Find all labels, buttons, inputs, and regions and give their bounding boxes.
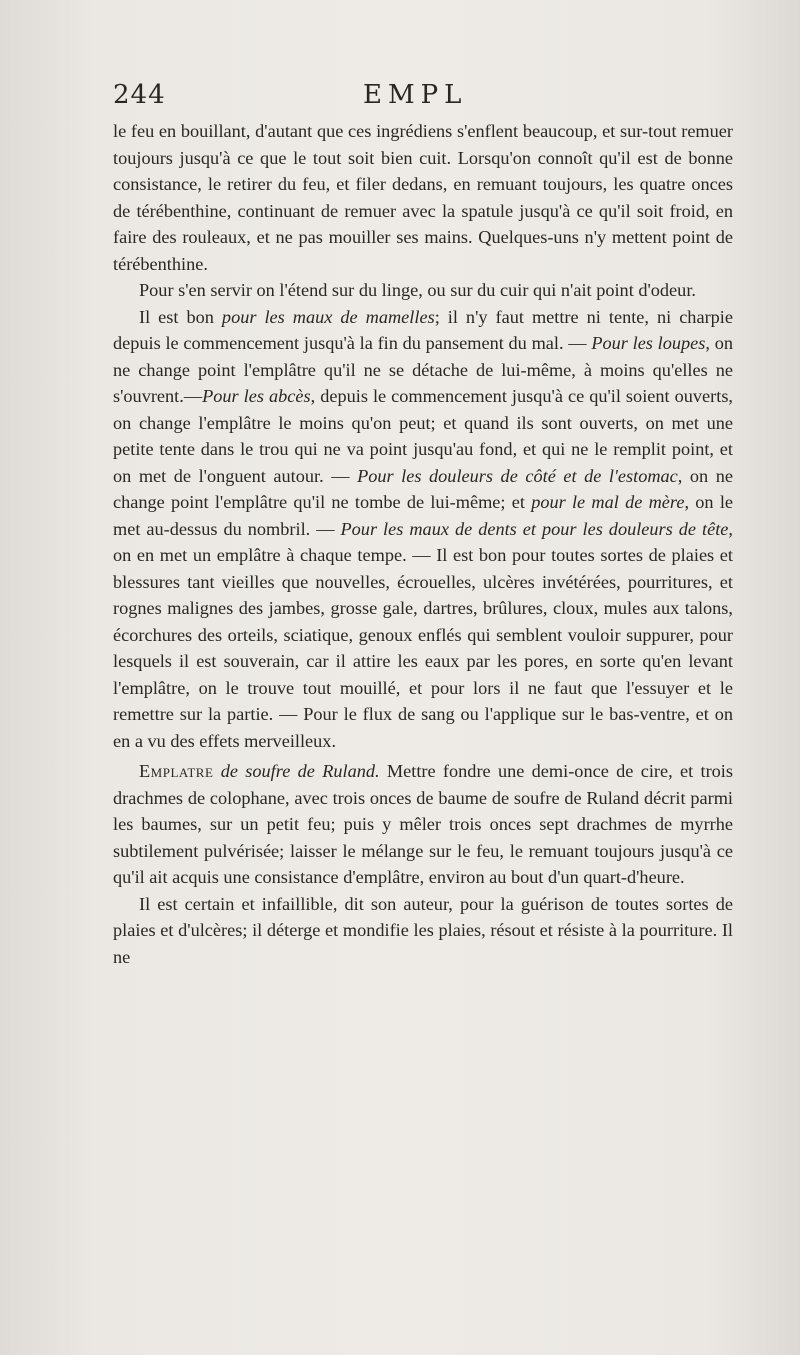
text-run: Il est bon (139, 306, 222, 327)
italic-run: Pour les abcès (202, 386, 311, 406)
running-head: EMPL (363, 80, 468, 110)
text-run: , on ne change point l'emplâtre qu'il ne se détache de lui-même, à moins qu'elles ne s'ouvrent.— (113, 333, 733, 406)
italic-run: Pour les maux de dents et pour les douleurs de tête (340, 518, 729, 539)
text-run: , depuis le commencement jusqu'à ce qu'il soient ouverts, on change l'emplâtre le moins qu'on peut; et quand ils sont ouverts, on met une petite tente dans le trou qui ne va point jusqu'au fond, et qui ne le remplit point, et on met de l'onguent autour. — (113, 386, 734, 486)
paragraph-efficacy: Il est certain et infaillible, dit son auteur, pour la guérison de toutes sortes de plaies et d'ulcères; il déterge et mondifie les plaies, résout et résiste à la pourriture. Il ne (113, 893, 733, 967)
body-text (113, 118, 733, 970)
entry-heading: Emplatre (139, 761, 214, 781)
paragraph-continuation: le feu en bouillant, d'autant que ces ingrédiens s'enflent beaucoup, et sur-tout remuer toujours jusqu'à ce que le tout soit bien cuit. Lorsqu'on connoît qu'il est de bonne consistance, le retirer du feu, et filer dedans, en remuant toujours, les quatre onces de térébenthine, continuant de remuer avec la spatule jusqu'à ce qu'il soit froid, en faire des rouleaux, et ne pas mouiller ses mains. Quelques-uns n'y mettent point de térébenthine. (113, 121, 733, 274)
italic-run: Pour les douleurs de côté et de l'estomac (357, 465, 678, 486)
page-number: 244 (113, 80, 166, 110)
italic-run: pour les maux de mamelles (221, 306, 435, 327)
italic-run: pour le mal de mère (531, 492, 685, 512)
text-run: Mettre fondre une demi-once de cire, et trois drachmes de colophane, avec trois onces de baume de soufre de Ruland décrit parmi les baumes, sur un petit feu; puis y mêler trois onces sept drachmes de myrrhe subtilement pulvérisée; laisser le mélange sur le feu, le remuant toujours jusqu'à ce qu'il ait acquis une consistance d'emplâtre, environ au bout d'un quart-d'heure. (113, 761, 733, 887)
entry-emplatre-soufre (113, 758, 733, 891)
italic-run: de soufre de Ruland. (213, 761, 380, 781)
italic-run: Pour les loupes (591, 333, 706, 353)
text-run: , on le met au-dessus du nombril. — (113, 492, 734, 539)
paragraph-indications (113, 304, 733, 755)
paragraph-usage: Pour s'en servir on l'étend sur du linge, ou sur du cuir qui n'ait point d'odeur. (139, 280, 696, 300)
text-run: , on en met un emplâtre à chaque tempe. — Il est bon pour toutes sortes de plaies et blessures tant vieilles que nouvelles, écrouelles, ulcères invétérées, pourritures, et rognes malignes des jambes, grosse gale, dartres, brûlures, cloux, mules aux talons, écorchures des orteils, sciatique, genoux enflés qui semblent vouloir suppurer, pour lesquels il est souverain, car il attire les eaux par les pores, en sorte qu'en levant l'emplâtre, on le trouve tout mouillé, et pour lors il ne faut que l'essuyer et le remettre sur la partie. — Pour le flux de sang ou l'applique sur le bas-ventre, et on en a vu des effets merveilleux. (113, 518, 733, 751)
text-run: , on ne change point l'emplâtre qu'il ne tombe de lui-même; et (113, 465, 733, 512)
text-run: ; il n'y faut mettre ni tente, ni charpie depuis le commencement jusqu'à la fin du pansement du mal. — (113, 306, 733, 353)
page-header (113, 80, 733, 116)
